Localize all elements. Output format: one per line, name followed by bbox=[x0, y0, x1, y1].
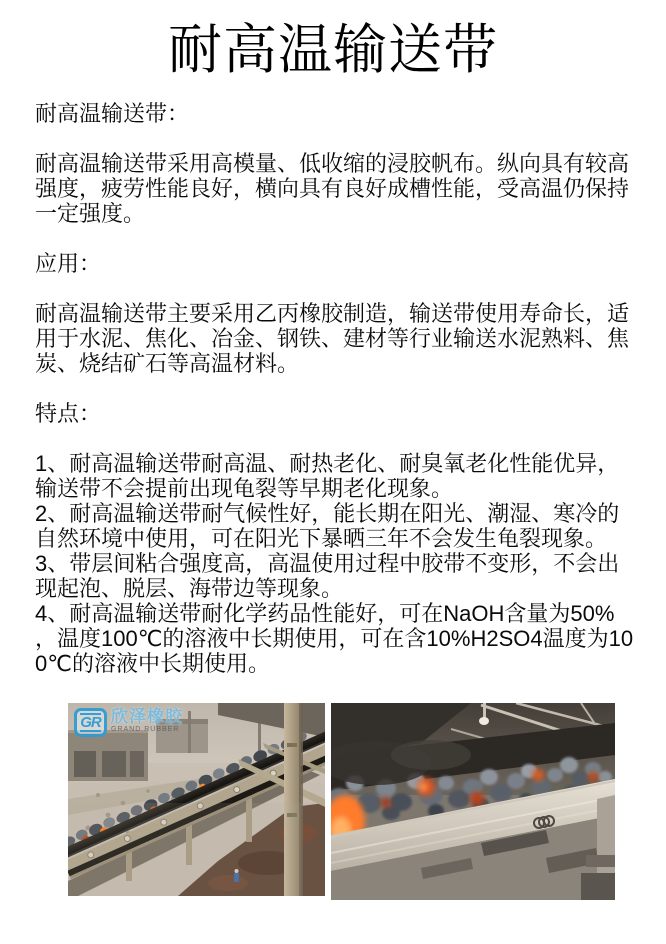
page-title: 耐高温输送带 bbox=[168, 20, 498, 80]
blank-line bbox=[35, 276, 634, 301]
paragraph: 耐高温输送带： bbox=[35, 101, 190, 126]
photo-conveyor-plant bbox=[68, 703, 325, 896]
paragraph: 2、耐高温输送带耐气候性好，能长期在阳光、潮湿、寒冷的自然环境中使用，可在阳光下暴晒三年不会发生龟裂现象。 bbox=[35, 501, 620, 551]
paragraph: 应用： bbox=[35, 251, 102, 276]
blank-line bbox=[35, 126, 634, 151]
blank-line bbox=[35, 226, 634, 251]
gr-logo-icon: GR bbox=[74, 708, 107, 737]
logo-english-name: GRAND RUBBER bbox=[111, 726, 180, 733]
paragraph: 特点： bbox=[35, 401, 102, 426]
blank-line bbox=[35, 376, 634, 401]
grand-rubber-logo bbox=[74, 708, 183, 737]
paragraph: 耐高温输送带采用高模量、低收缩的浸胶帆布。纵向具有较高强度，疲劳性能良好，横向具有良好成槽性能，受高温仍保持一定强度。 bbox=[35, 151, 630, 226]
photo-row bbox=[68, 703, 666, 900]
paragraph: 耐高温输送带主要采用乙丙橡胶制造，输送带使用寿命长，适用于水泥、焦化、冶金、钢铁、建材等行业输送水泥熟料、焦炭、烧结矿石等高温材料。 bbox=[35, 301, 630, 376]
hot-sinter-illustration bbox=[331, 703, 615, 900]
paragraph: 4、耐高温输送带耐化学药品性能好，可在NaOH含量为50%，温度100℃的溶液中长期使用，可在含10%H2SO4温度为100℃的溶液中长期使用。 bbox=[35, 601, 634, 676]
product-page bbox=[0, 14, 666, 900]
logo-chinese-name: 欣泽橡胶 bbox=[111, 707, 183, 726]
logo-text bbox=[111, 708, 183, 733]
paragraph: 3、带层间粘合强度高，高温使用过程中胶带不变形，不会出现起泡、脱层、海带边等现象。 bbox=[35, 551, 620, 601]
paragraph: 1、耐高温输送带耐高温、耐热老化、耐臭氧老化性能优异，输送带不会提前出现龟裂等早期老化现象。 bbox=[35, 451, 620, 501]
product-description bbox=[0, 86, 666, 676]
blank-line bbox=[35, 426, 634, 451]
photo-hot-sinter-belt bbox=[331, 703, 615, 900]
